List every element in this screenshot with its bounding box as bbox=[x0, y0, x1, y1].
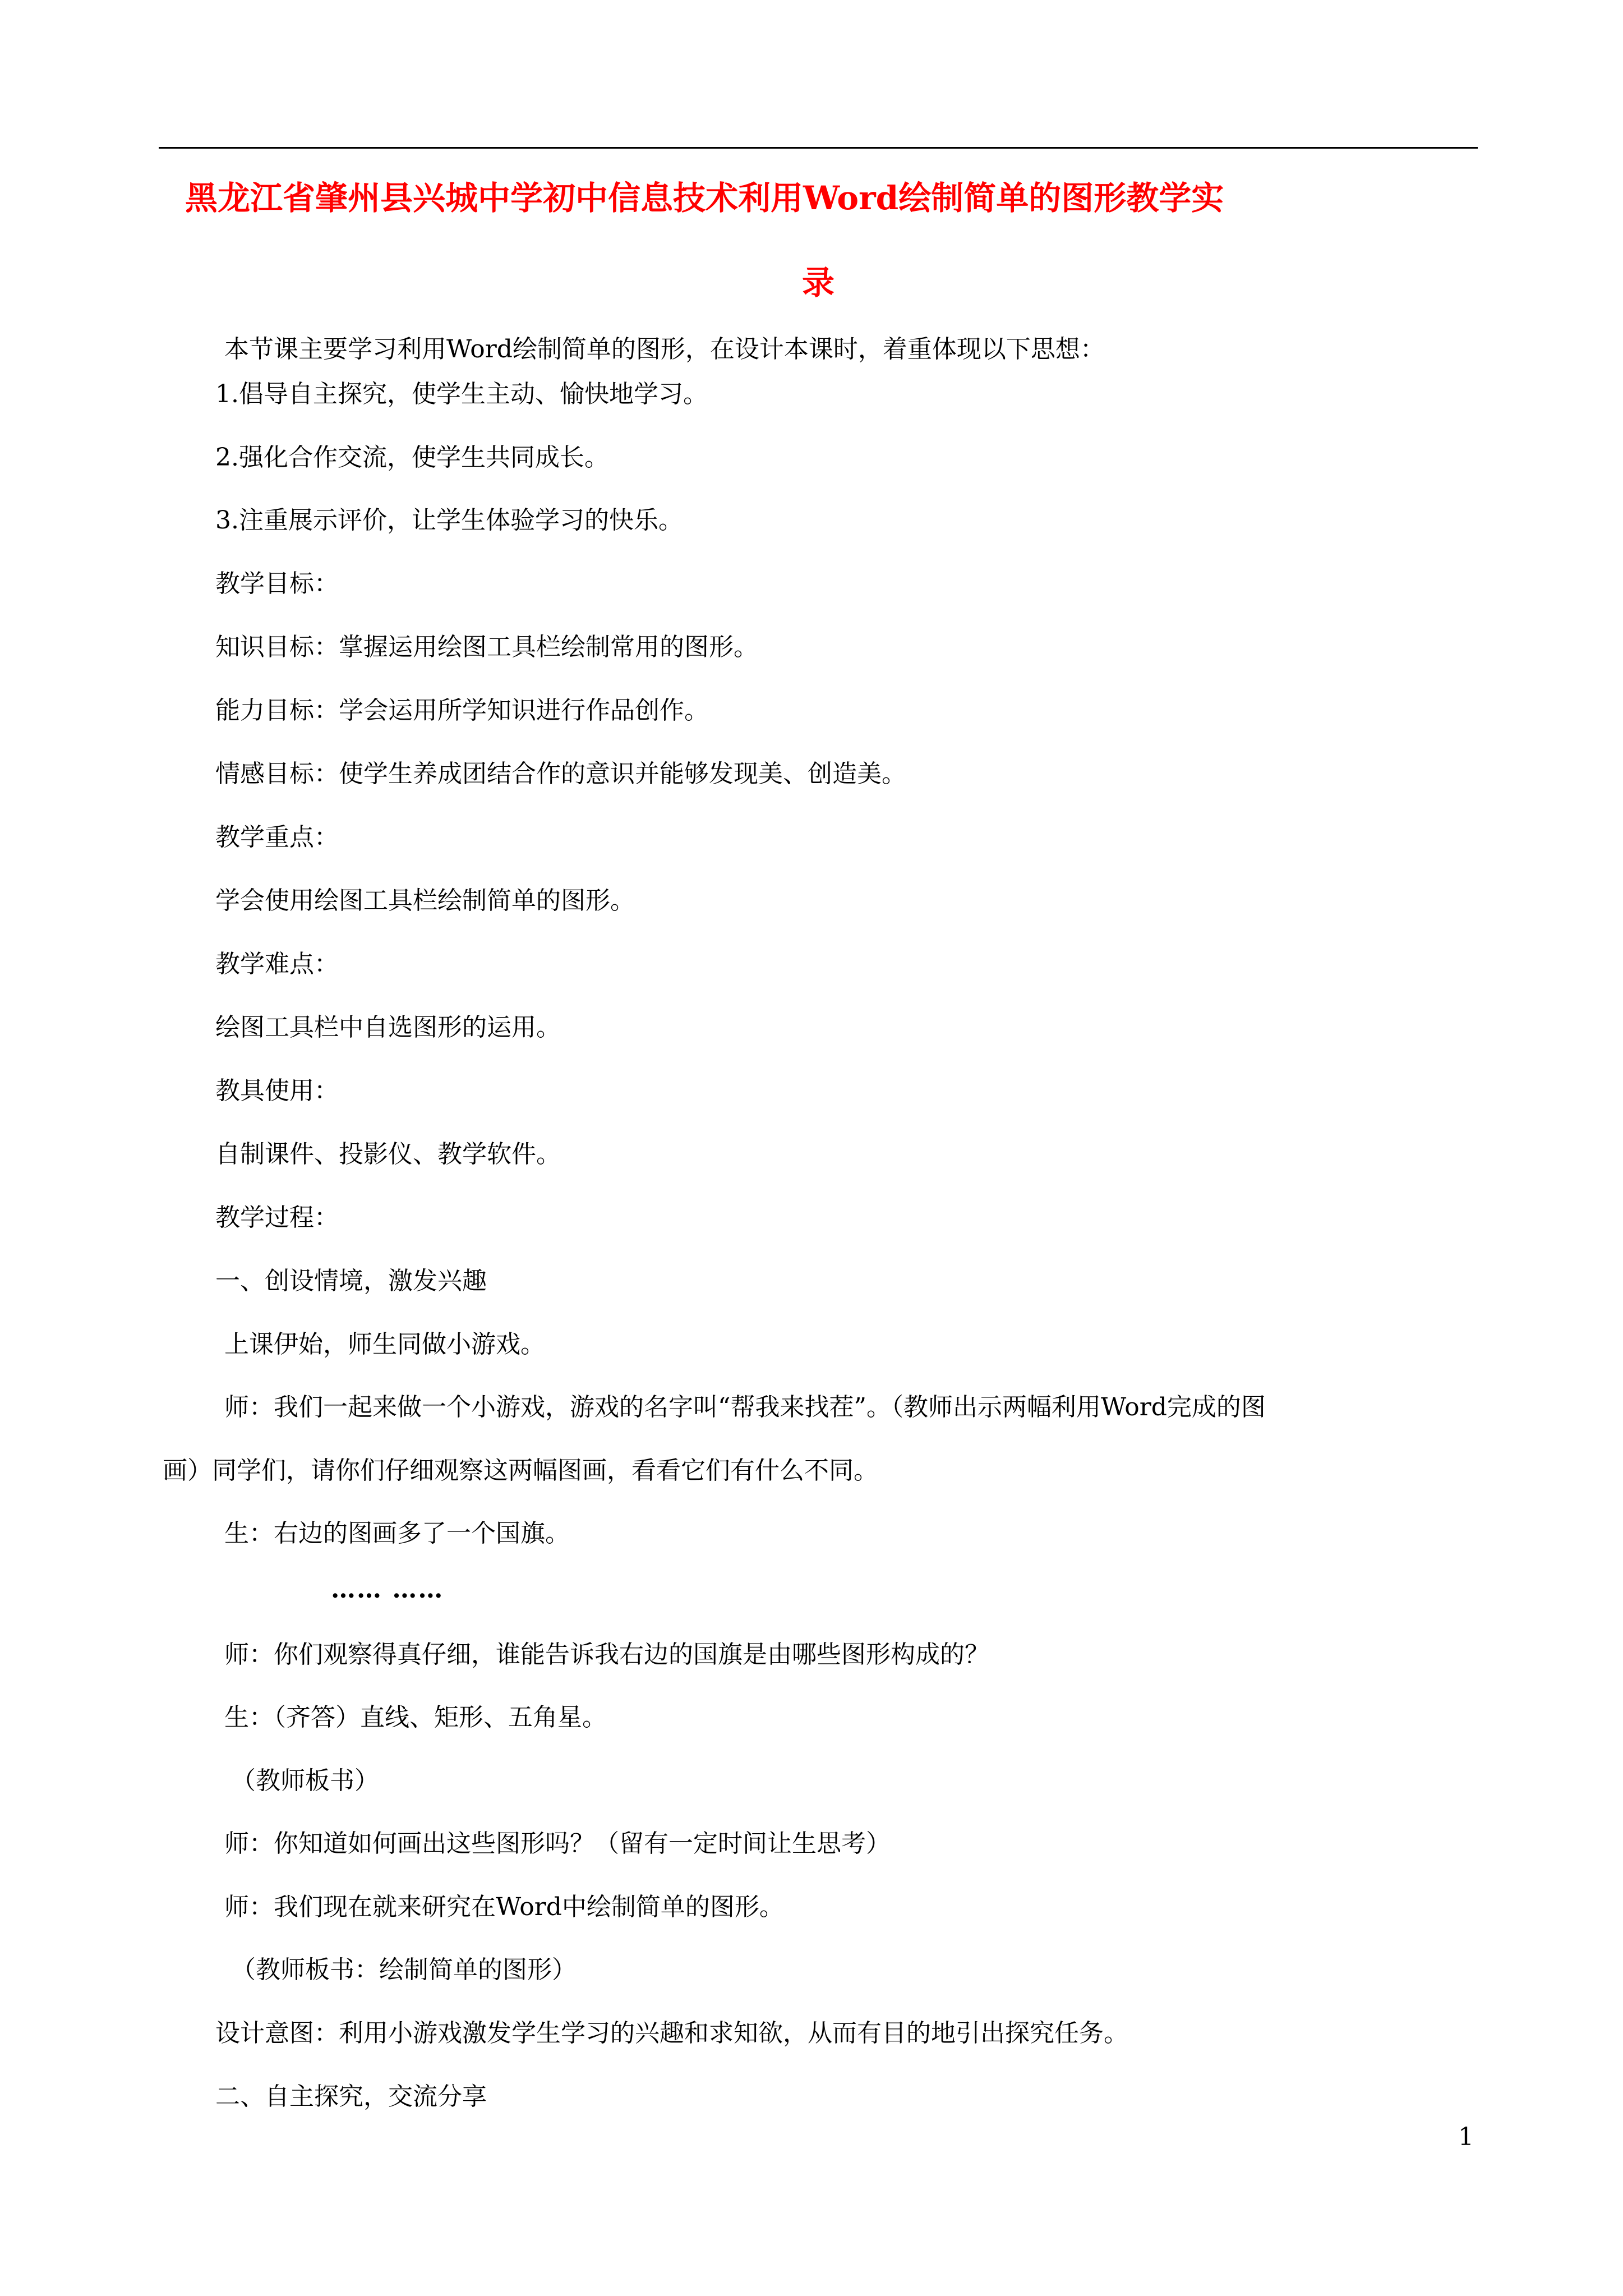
process-step-2-heading: 二、自主探究，交流分享 bbox=[215, 2082, 487, 2111]
key-point-text: 学会使用绘图工具栏绘制简单的图形。 bbox=[215, 886, 635, 915]
student-answer-shapes: 生：（齐答）直线、矩形、五角星。 bbox=[224, 1703, 607, 1732]
teacher-game-line-1: 师：我们一起来做一个小游戏，游戏的名字叫“帮我来找茬”。（教师出示两幅利用Word完成的图 bbox=[224, 1393, 1266, 1421]
page-number: 1 bbox=[1458, 2123, 1474, 2151]
objective-knowledge: 知识目标：掌握运用绘图工具栏绘制常用的图形。 bbox=[215, 633, 758, 661]
header-rule bbox=[159, 147, 1478, 149]
teacher-game-line-2: 画）同学们，请你们仔细观察这两幅图画，看看它们有什么不同。 bbox=[163, 1456, 878, 1485]
ellipsis: …… …… bbox=[331, 1575, 444, 1604]
teacher-board-note: （教师板书） bbox=[231, 1766, 379, 1795]
objective-emotion: 情感目标：使学生养成团结合作的意识并能够发现美、创造美。 bbox=[215, 760, 906, 788]
teacher-board-title-note: （教师板书：绘制简单的图形） bbox=[231, 1955, 577, 1984]
teacher-research-word: 师：我们现在就来研究在Word中绘制简单的图形。 bbox=[224, 1893, 784, 1921]
idea-item-2: 2.强化合作交流，使学生共同成长。 bbox=[215, 443, 609, 472]
section-heading-tools: 教具使用： bbox=[215, 1076, 339, 1105]
objective-ability: 能力目标：学会运用所学知识进行作品创作。 bbox=[215, 696, 709, 725]
document-title-line-1: 黑龙江省肇州县兴城中学初中信息技术利用Word绘制简单的图形教学实 bbox=[185, 179, 1224, 217]
intro-paragraph: 本节课主要学习利用Word绘制简单的图形，在设计本课时，着重体现以下思想： bbox=[224, 335, 1105, 364]
tools-text: 自制课件、投影仪、教学软件。 bbox=[215, 1140, 561, 1168]
section-heading-process: 教学过程： bbox=[215, 1203, 339, 1232]
idea-item-3: 3.注重展示评价，让学生体验学习的快乐。 bbox=[215, 506, 683, 535]
idea-item-1: 1.倡导自主探究，使学生主动、愉快地学习。 bbox=[215, 380, 708, 408]
teacher-question-draw: 师：你知道如何画出这些图形吗？（留有一定时间让生思考） bbox=[224, 1829, 891, 1858]
class-start-text: 上课伊始，师生同做小游戏。 bbox=[224, 1330, 545, 1359]
difficulty-text: 绘图工具栏中自选图形的运用。 bbox=[215, 1013, 561, 1042]
document-title-line-2: 录 bbox=[801, 264, 834, 302]
design-intent-text: 设计意图：利用小游戏激发学生学习的兴趣和求知欲，从而有目的地引出探究任务。 bbox=[215, 2019, 1128, 2047]
process-step-1-heading: 一、创设情境，激发兴趣 bbox=[215, 1267, 487, 1295]
student-answer-flag: 生：右边的图画多了一个国旗。 bbox=[224, 1519, 570, 1548]
section-heading-objectives: 教学目标： bbox=[215, 569, 339, 598]
teacher-question-shapes: 师：你们观察得真仔细，谁能告诉我右边的国旗是由哪些图形构成的？ bbox=[224, 1640, 989, 1669]
section-heading-difficulties: 教学难点： bbox=[215, 950, 339, 978]
section-heading-key-points: 教学重点： bbox=[215, 823, 339, 852]
